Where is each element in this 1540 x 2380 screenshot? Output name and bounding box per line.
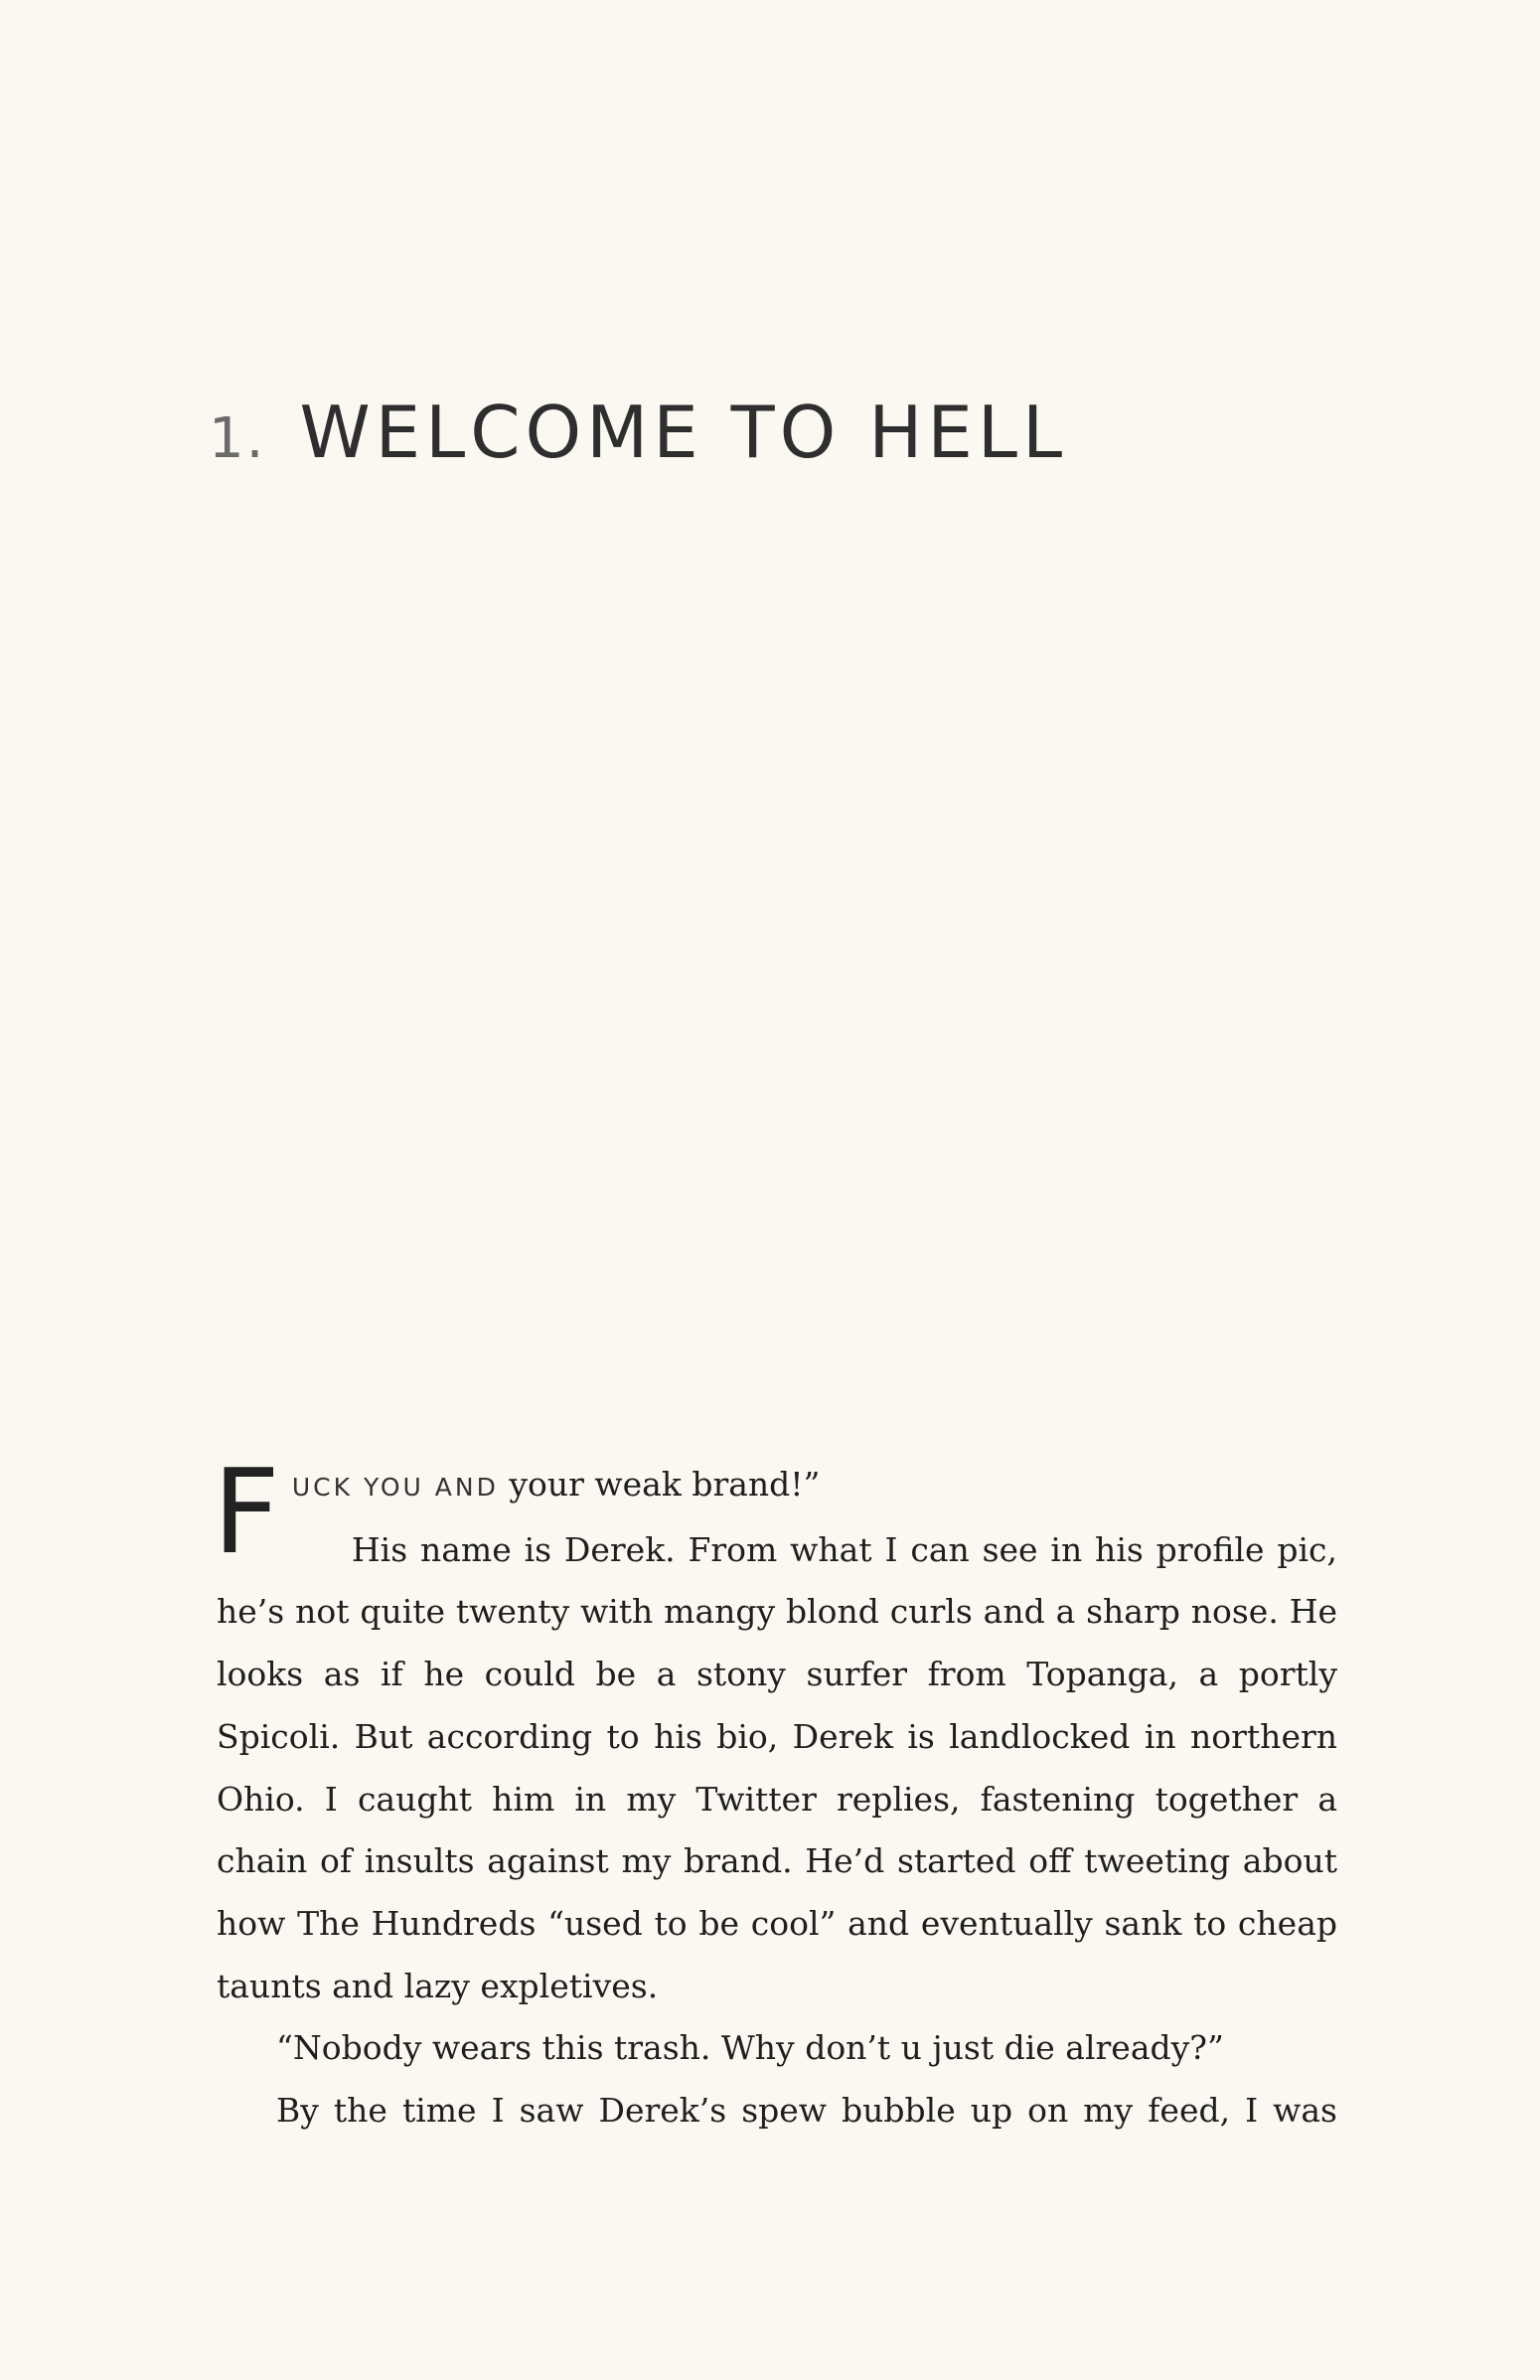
- small-caps-lead-in: UCK YOU AND: [291, 1473, 499, 1502]
- paragraph-quote: “Nobody wears this trash. Why don’t u just die already?”: [276, 2028, 1224, 2068]
- chapter-number: 1.: [209, 406, 266, 472]
- chapter-heading: [209, 391, 1067, 474]
- chapter-body: [213, 1443, 1337, 2142]
- drop-cap: F: [213, 1443, 280, 1580]
- paragraph-continues: By the time I saw Derek’s spew bubble up on my feed, I was: [276, 2091, 1337, 2131]
- opening-paragraph-text: your weak brand!”: [498, 1465, 821, 1504]
- paragraph-derek-profile: His name is Derek. From what I can see in his profile pic, he’s not quite twenty with mangy blond curls and a sharp nose. He looks as if he could be a stony surfer from Topanga, a portly Spicoli. But according to his bio, Derek is landlocked in northern Ohio. I caught him in my Twitter replies, fastening together a chain of insults against my brand. He’d started off tweeting about how The Hundreds “used to be cool” and eventually sank to cheap taunts and lazy expletives.: [217, 1529, 1337, 2005]
- chapter-title: WELCOME TO HELL: [299, 391, 1068, 475]
- opening-paragraph: [213, 1443, 1337, 1580]
